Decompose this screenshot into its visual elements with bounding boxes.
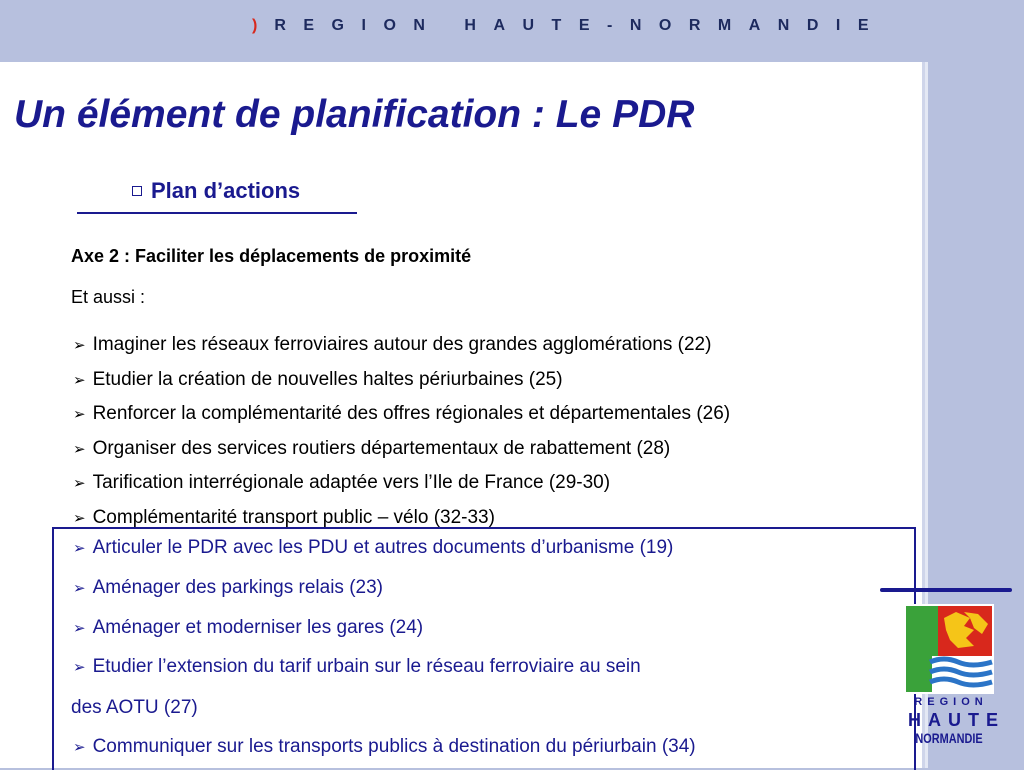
list-item-text: Organiser des services routiers départementaux de rabattement (28) [92,437,671,459]
highlight-item-text: Aménager et moderniser les gares (24) [92,617,424,638]
list-item [73,432,730,467]
arrow-bullet-icon: ➢ [73,406,86,423]
highlight-item-text: Aménager des parkings relais (23) [92,577,383,598]
action-list [73,328,730,535]
highlight-item-text: Etudier l’extension du tarif urbain sur le réseau ferroviaire au sein [92,656,641,677]
highlight-item [73,656,641,678]
logo-wordmark [904,696,1005,746]
intro-text: Et aussi : [71,287,146,307]
list-item-text: Tarification interrégionale adaptée vers l’Ile de France (29-30) [92,472,611,493]
highlight-box [52,527,916,770]
list-item-text: Imaginer les réseaux ferroviaires autour des grandes agglomérations (22) [92,334,712,355]
checkbox-bullet-icon [132,186,142,196]
header-region-text: REGION HAUTE-NORMANDIE [274,17,886,34]
arrow-bullet-icon: ➢ [73,440,86,458]
header-mark: ) [252,17,275,34]
list-item-text: Etudier la création de nouvelles haltes périurbaines (25) [92,368,563,390]
list-item-text: Complémentarité transport public – vélo (32-33) [92,506,495,528]
arrow-bullet-icon: ➢ [73,509,86,527]
logo-line-2: HAUTE [908,710,1005,730]
region-logo [904,604,1005,764]
subheading [132,178,300,204]
arrow-bullet-icon: ➢ [73,475,86,492]
axis-title: Axe 2 : Faciliter les déplacements de proximité [71,246,472,266]
list-item [73,363,730,398]
arrow-bullet-icon: ➢ [73,659,86,676]
logo-line-1: REGION [914,696,988,708]
list-item-text: Renforcer la complémentarité des offres régionales et départementales (26) [92,403,731,424]
logo-line-3: NORMANDIE [915,730,983,746]
highlight-item-text: Articuler le PDR avec les PDU et autres documents d’urbanisme (19) [92,537,674,558]
arrow-bullet-icon: ➢ [73,620,86,637]
list-item [73,328,730,363]
arrow-bullet-icon: ➢ [73,739,86,756]
arrow-bullet-icon: ➢ [73,337,86,354]
highlight-item-continuation: des AOTU (27) [71,697,198,718]
highlight-item-text: Communiquer sur les transports publics à destination du périurbain (34) [92,736,696,757]
highlight-item [73,736,696,758]
logo-stroke [880,588,1012,592]
region-header [252,17,886,35]
list-item [73,466,730,501]
arrow-bullet-icon: ➢ [73,540,86,557]
slide-title: Un élément de planification : Le PDR [14,93,695,136]
highlight-item [73,617,423,639]
subheading-label: Plan d’actions [151,178,301,203]
highlight-item [73,537,673,559]
highlight-item [73,577,383,599]
subheading-underline [77,212,357,214]
arrow-bullet-icon: ➢ [73,371,86,389]
list-item [73,397,730,432]
arrow-bullet-icon: ➢ [73,580,86,597]
region-emblem-icon [904,604,994,694]
